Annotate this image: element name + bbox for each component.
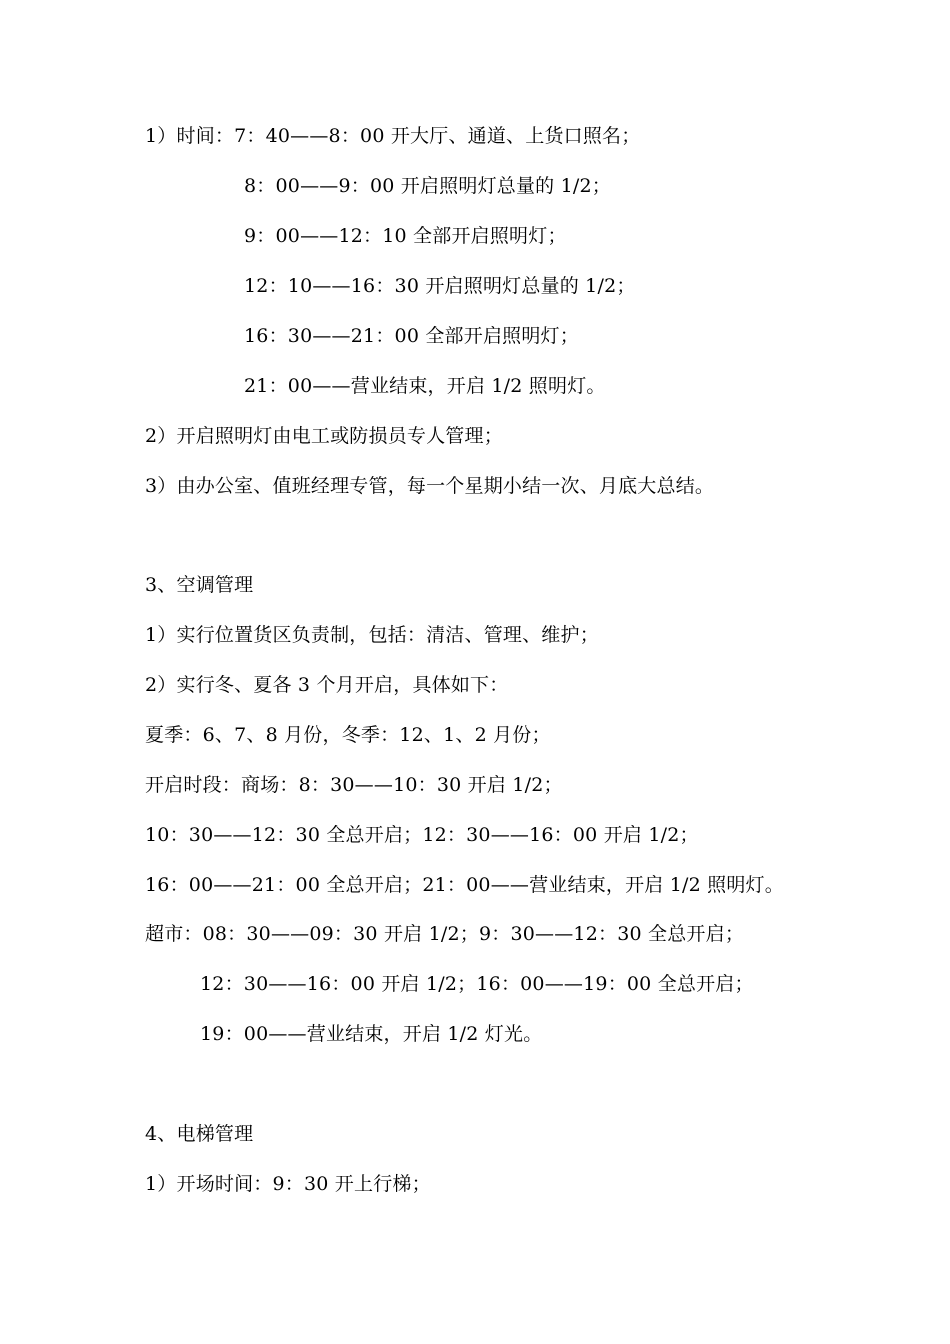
lighting-management-item-2: 2）开启照明灯由电工或防损员专人管理； (145, 425, 503, 447)
ac-seasons: 夏季：6、7、8 月份，冬季：12、1、2 月份； (145, 724, 551, 746)
elevator-item-1: 1）开场时间：9：30 开上行梯； (145, 1173, 431, 1195)
lighting-schedule-time-2: 8：00——9：00 开启照明灯总量的 1/2； (244, 175, 611, 197)
lighting-schedule-time-4: 12：10——16：30 开启照明灯总量的 1/2； (244, 275, 636, 297)
lighting-schedule-item-1: 1）时间：7：40——8：00 开大厅、通道、上货口照名； (145, 125, 641, 147)
ac-supermarket-schedule-1: 超市：08：30——09：30 开启 1/2；9：30——12：30 全总开启； (145, 923, 745, 945)
lighting-management-item-3: 3）由办公室、值班经理专管，每一个星期小结一次、月底大总结。 (145, 475, 715, 497)
ac-supermarket-schedule-2: 12：30——16：00 开启 1/2；16：00——19：00 全总开启； (200, 973, 754, 995)
ac-mall-schedule-2: 10：30——12：30 全总开启；12：30——16：00 开启 1/2； (145, 824, 699, 846)
lighting-schedule-time-3: 9：00——12：10 全部开启照明灯； (244, 225, 567, 247)
ac-item-2: 2）实行冬、夏各 3 个月开启，具体如下： (145, 674, 509, 696)
ac-mall-schedule-3: 16：00——21：00 全总开启；21：00——营业结束，开启 1/2 照明灯。 (145, 874, 784, 896)
section-heading-air-conditioning: 3、空调管理 (145, 574, 254, 596)
lighting-schedule-time-6: 21：00——营业结束，开启 1/2 照明灯。 (244, 375, 606, 397)
ac-mall-schedule-1: 开启时段：商场：8：30——10：30 开启 1/2； (145, 774, 563, 796)
lighting-schedule-time-5: 16：30——21：00 全部开启照明灯； (244, 325, 579, 347)
section-heading-elevator: 4、电梯管理 (145, 1123, 254, 1145)
ac-supermarket-schedule-3: 19：00——营业结束，开启 1/2 灯光。 (200, 1023, 543, 1045)
ac-item-1: 1）实行位置货区负责制，包括：清洁、管理、维护； (145, 624, 599, 646)
